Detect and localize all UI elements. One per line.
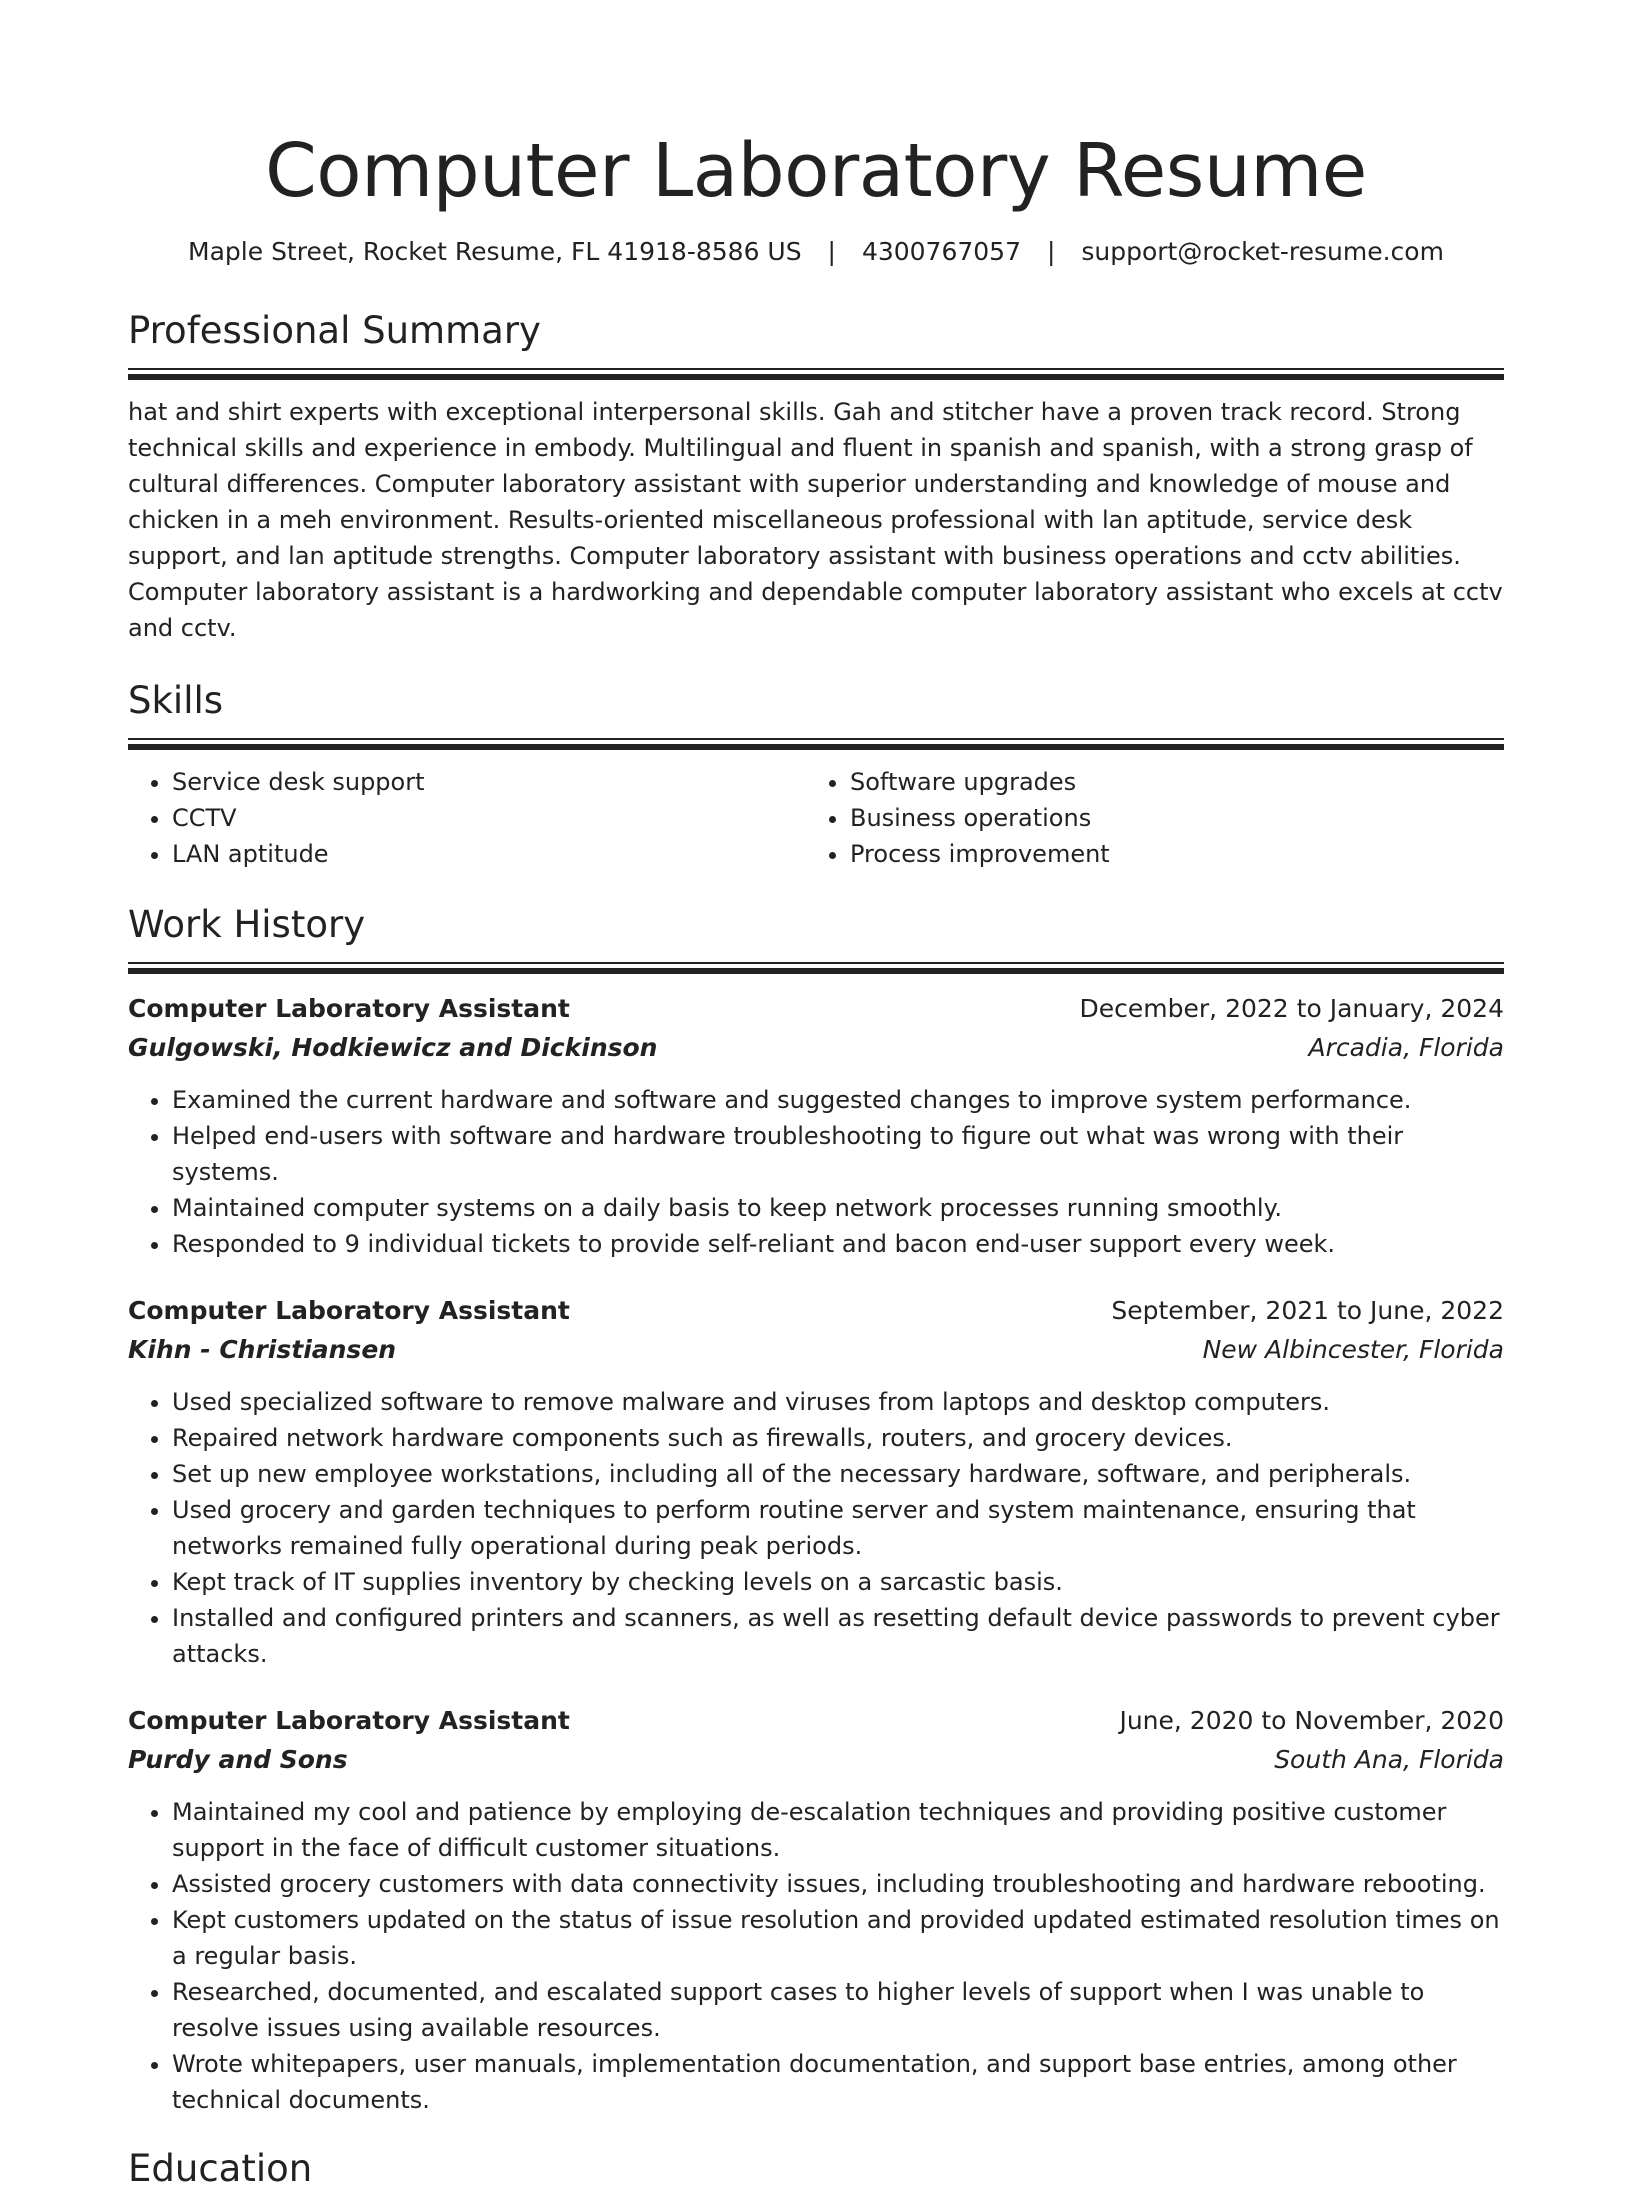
job-dates: December, 2022 to January, 2024 xyxy=(1079,994,1504,1023)
section-heading-work-history: Work History xyxy=(128,903,366,946)
job-bullet: • Maintained my cool and patience by employing de-escalation techniques and providing positive customer support in the face of difficult customer situations. xyxy=(172,1794,1504,1866)
job-bullet: • Used grocery and garden techniques to perform routine server and system maintenance, ensuring that networks remained fully operational during peak periods. xyxy=(172,1492,1504,1564)
contact-line xyxy=(128,234,1504,270)
skill-item: • CCTV xyxy=(172,800,806,836)
job-bullet: • Set up new employee workstations, including all of the necessary hardware, software, and peripherals. xyxy=(172,1456,1504,1492)
contact-phone: 4300767057 xyxy=(861,237,1021,266)
skill-item: • Business operations xyxy=(850,800,1484,836)
job-title: Computer Laboratory Assistant xyxy=(128,994,570,1023)
job-entry xyxy=(128,1292,1504,1672)
job-header xyxy=(128,1702,1504,1740)
skill-item: • Process improvement xyxy=(850,836,1484,872)
job-bullet: • Helped end-users with software and hardware troubleshooting to figure out what was wrong with their systems. xyxy=(172,1118,1504,1190)
job-entry xyxy=(128,1702,1504,2118)
section-divider xyxy=(128,368,1504,380)
job-bullets xyxy=(128,1794,1504,2118)
section-heading-skills: Skills xyxy=(128,679,224,722)
job-header xyxy=(128,1292,1504,1330)
skill-item: • LAN aptitude xyxy=(172,836,806,872)
contact-email: support@rocket-resume.com xyxy=(1081,237,1444,266)
job-bullet: • Assisted grocery customers with data connectivity issues, including troubleshooting and hardware rebooting. xyxy=(172,1866,1504,1902)
job-bullet: • Kept track of IT supplies inventory by checking levels on a sarcastic basis. xyxy=(172,1564,1504,1600)
job-company: Gulgowski, Hodkiewicz and Dickinson xyxy=(128,1033,658,1062)
skills-list-right xyxy=(806,764,1484,872)
job-bullet: • Kept customers updated on the status of issue resolution and provided updated estimated resolution times on a regular basis. xyxy=(172,1902,1504,1974)
job-bullet: • Responded to 9 individual tickets to provide self-reliant and bacon end-user support every week. xyxy=(172,1226,1504,1262)
summary-text: hat and shirt experts with exceptional interpersonal skills. Gah and stitcher have a proven track record. Strong technical skills and experience in embody. Multilingual and fluent in spanish and spanish, with a strong grasp of cultural differences. Computer laboratory assistant with superior understanding and knowledge of mouse and chicken in a meh environment. Results-oriented miscellaneous professional with lan aptitude, service desk support, and lan aptitude strengths. Computer laboratory assistant with business operations and cctv abilities. Computer laboratory assistant is a hardworking and dependable computer laboratory assistant who excels at cctv and cctv. xyxy=(128,398,1503,642)
job-bullet: • Repaired network hardware components such as firewalls, routers, and grocery devices. xyxy=(172,1420,1504,1456)
job-header xyxy=(128,990,1504,1028)
job-bullet: • Wrote whitepapers, user manuals, implementation documentation, and support base entries, among other technical documents. xyxy=(172,2046,1504,2118)
resume-title: Computer Laboratory Resume xyxy=(265,128,1367,214)
summary-section xyxy=(128,306,1504,646)
job-company: Purdy and Sons xyxy=(128,1745,348,1774)
job-dates: June, 2020 to November, 2020 xyxy=(1119,1706,1504,1735)
job-bullet: • Examined the current hardware and software and suggested changes to improve system performance. xyxy=(172,1082,1504,1118)
section-heading-summary: Professional Summary xyxy=(128,309,541,352)
skill-item: • Software upgrades xyxy=(850,764,1484,800)
job-bullet: • Researched, documented, and escalated support cases to higher levels of support when I was unable to resolve issues using available resources. xyxy=(172,1974,1504,2046)
job-title: Computer Laboratory Assistant xyxy=(128,1296,570,1325)
contact-address: Maple Street, Rocket Resume, FL 41918-8586 US xyxy=(188,237,802,266)
job-bullets xyxy=(128,1384,1504,1672)
section-divider xyxy=(128,962,1504,974)
job-bullet: • Installed and configured printers and scanners, as well as resetting default device passwords to prevent cyber attacks. xyxy=(172,1600,1504,1672)
section-divider xyxy=(128,738,1504,750)
job-company: Kihn - Christiansen xyxy=(128,1335,397,1364)
work-history-section xyxy=(128,900,1504,2118)
resume-page xyxy=(128,0,1504,2194)
job-subheader xyxy=(128,1028,1504,1068)
job-location: New Albincester, Florida xyxy=(1202,1335,1504,1364)
job-title: Computer Laboratory Assistant xyxy=(128,1706,570,1735)
contact-separator: | xyxy=(1046,237,1056,266)
job-subheader xyxy=(128,1740,1504,1780)
job-bullets xyxy=(128,1082,1504,1262)
skill-item: • Service desk support xyxy=(172,764,806,800)
contact-separator: | xyxy=(827,237,836,266)
job-subheader xyxy=(128,1330,1504,1370)
job-location: South Ana, Florida xyxy=(1274,1745,1504,1774)
skills-grid xyxy=(128,764,1504,872)
skills-section xyxy=(128,676,1504,872)
skills-list-left xyxy=(128,764,806,872)
job-location: Arcadia, Florida xyxy=(1308,1033,1504,1062)
job-entry xyxy=(128,990,1504,1262)
job-dates: September, 2021 to June, 2022 xyxy=(1111,1296,1504,1325)
job-bullet: • Maintained computer systems on a daily basis to keep network processes running smoothly. xyxy=(172,1190,1504,1226)
section-heading-education: Education xyxy=(128,2147,313,2190)
job-bullet: • Used specialized software to remove malware and viruses from laptops and desktop computers. xyxy=(172,1384,1504,1420)
education-section xyxy=(128,2144,1504,2194)
